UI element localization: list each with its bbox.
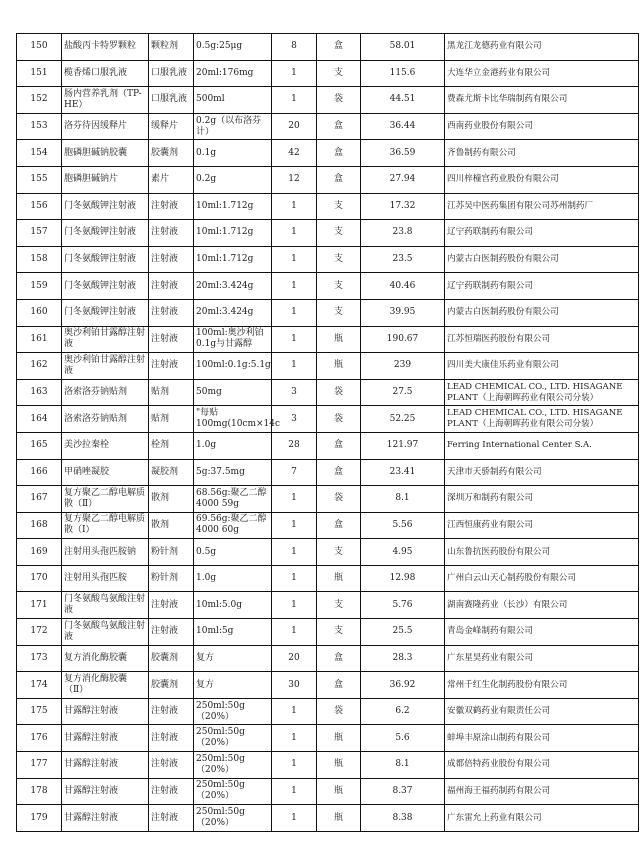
row-number-cell: 151 xyxy=(17,60,62,87)
manufacturer-cell: 山东鲁抗医药股份有限公司 xyxy=(445,539,639,566)
price-cell: 23.5 xyxy=(361,246,445,273)
quantity-cell: 3 xyxy=(272,406,317,433)
specification-cell: 10ml:1.712g xyxy=(194,246,272,273)
table-row xyxy=(17,379,639,406)
manufacturer-cell: 辽宁药联制药有限公司 xyxy=(445,220,639,247)
manufacturer-cell: 江西恒康药业有限公司 xyxy=(445,512,639,539)
row-number-cell: 162 xyxy=(17,353,62,380)
dosage-form-cell: 口服乳液 xyxy=(149,60,194,87)
table-row xyxy=(17,592,639,619)
drug-name-cell: 胞磷胆碱钠胶囊 xyxy=(62,140,149,167)
manufacturer-cell: 江苏恒瑞医药股份有限公司 xyxy=(445,326,639,353)
table-row xyxy=(17,246,639,273)
specification-cell: 250ml:50g（20%） xyxy=(194,805,272,832)
row-number-cell: 179 xyxy=(17,805,62,832)
specification-cell: 250ml:50g（20%） xyxy=(194,698,272,725)
specification-cell: 复方 xyxy=(194,672,272,699)
row-number-cell: 150 xyxy=(17,34,62,61)
drug-name-cell: 门冬氨酸钾注射液 xyxy=(62,193,149,220)
unit-cell: 盒 xyxy=(317,432,361,459)
table-row xyxy=(17,273,639,300)
table-row xyxy=(17,619,639,646)
quantity-cell: 20 xyxy=(272,645,317,672)
specification-cell: 10ml:5g xyxy=(194,619,272,646)
drug-name-cell: 奥沙利铂甘露醇注射液 xyxy=(62,326,149,353)
quantity-cell: 1 xyxy=(272,486,317,513)
manufacturer-cell: LEAD CHEMICAL CO., LTD. HISAGANE PLANT（上海朝晖药业有限公司分装） xyxy=(445,406,639,433)
quantity-cell: 1 xyxy=(272,220,317,247)
quantity-cell: 1 xyxy=(272,273,317,300)
unit-cell: 瓶 xyxy=(317,565,361,592)
table-row xyxy=(17,166,639,193)
dosage-form-cell: 散剂 xyxy=(149,486,194,513)
specification-cell: 250ml:50g（20%） xyxy=(194,752,272,779)
quantity-cell: 1 xyxy=(272,805,317,832)
drug-name-cell: 复方消化酶胶囊（Ⅱ） xyxy=(62,672,149,699)
price-cell: 121.97 xyxy=(361,432,445,459)
price-cell: 58.01 xyxy=(361,34,445,61)
unit-cell: 支 xyxy=(317,619,361,646)
quantity-cell: 7 xyxy=(272,459,317,486)
specification-cell: 1.0g xyxy=(194,565,272,592)
quantity-cell: 12 xyxy=(272,166,317,193)
unit-cell: 袋 xyxy=(317,379,361,406)
row-number-cell: 154 xyxy=(17,140,62,167)
manufacturer-cell: 西南药业股份有限公司 xyxy=(445,113,639,140)
specification-cell: 复方 xyxy=(194,645,272,672)
price-cell: 8.1 xyxy=(361,752,445,779)
specification-cell: 0.2g（以布洛芬计） xyxy=(194,113,272,140)
quantity-cell: 1 xyxy=(272,193,317,220)
specification-cell: 1.0g xyxy=(194,432,272,459)
table-row xyxy=(17,406,639,433)
manufacturer-cell: 天津市天骄制药有限公司 xyxy=(445,459,639,486)
dosage-form-cell: 粉针剂 xyxy=(149,539,194,566)
row-number-cell: 173 xyxy=(17,645,62,672)
unit-cell: 盒 xyxy=(317,459,361,486)
specification-cell: 250ml:50g（20%） xyxy=(194,778,272,805)
drug-name-cell: 榄香烯口服乳液 xyxy=(62,60,149,87)
unit-cell: 支 xyxy=(317,193,361,220)
manufacturer-cell: 广东雷允上药业有限公司 xyxy=(445,805,639,832)
table-row xyxy=(17,645,639,672)
quantity-cell: 1 xyxy=(272,512,317,539)
price-cell: 27.94 xyxy=(361,166,445,193)
drug-name-cell: 胞磷胆碱钠片 xyxy=(62,166,149,193)
drug-name-cell: 复方聚乙二醇电解质散（Ⅰ） xyxy=(62,512,149,539)
dosage-form-cell: 贴剂 xyxy=(149,406,194,433)
dosage-form-cell: 注射液 xyxy=(149,778,194,805)
unit-cell: 盒 xyxy=(317,140,361,167)
dosage-form-cell: 素片 xyxy=(149,166,194,193)
row-number-cell: 178 xyxy=(17,778,62,805)
price-cell: 39.95 xyxy=(361,299,445,326)
unit-cell: 支 xyxy=(317,592,361,619)
table-row xyxy=(17,752,639,779)
specification-cell: 5g:37.5mg xyxy=(194,459,272,486)
manufacturer-cell: 内蒙古白医制药股份有限公司 xyxy=(445,246,639,273)
table-row xyxy=(17,432,639,459)
drug-name-cell: 门冬氨酸钾注射液 xyxy=(62,246,149,273)
quantity-cell: 1 xyxy=(272,752,317,779)
unit-cell: 瓶 xyxy=(317,778,361,805)
price-cell: 52.25 xyxy=(361,406,445,433)
manufacturer-cell: 深圳万和制药有限公司 xyxy=(445,486,639,513)
drug-name-cell: 洛索洛芬钠贴剂 xyxy=(62,379,149,406)
price-cell: 8.1 xyxy=(361,486,445,513)
price-cell: 25.5 xyxy=(361,619,445,646)
quantity-cell: 1 xyxy=(272,592,317,619)
quantity-cell: 1 xyxy=(272,353,317,380)
row-number-cell: 163 xyxy=(17,379,62,406)
drug-name-cell: 门冬氨酸鸟氨酸注射液 xyxy=(62,592,149,619)
drug-name-cell: 肠内营养乳剂（TP-HE） xyxy=(62,87,149,114)
row-number-cell: 172 xyxy=(17,619,62,646)
price-cell: 190.67 xyxy=(361,326,445,353)
price-cell: 27.5 xyxy=(361,379,445,406)
row-number-cell: 155 xyxy=(17,166,62,193)
dosage-form-cell: 胶囊剂 xyxy=(149,645,194,672)
dosage-form-cell: 注射液 xyxy=(149,698,194,725)
row-number-cell: 156 xyxy=(17,193,62,220)
price-cell: 5.56 xyxy=(361,512,445,539)
unit-cell: 袋 xyxy=(317,87,361,114)
row-number-cell: 164 xyxy=(17,406,62,433)
row-number-cell: 167 xyxy=(17,486,62,513)
specification-cell: 20ml:3.424g xyxy=(194,299,272,326)
dosage-form-cell: 贴剂 xyxy=(149,379,194,406)
quantity-cell: 28 xyxy=(272,432,317,459)
specification-cell: 69.56g:聚乙二醇4000 60g xyxy=(194,512,272,539)
manufacturer-cell: 常州千红生化制药股份有限公司 xyxy=(445,672,639,699)
unit-cell: 袋 xyxy=(317,698,361,725)
drug-name-cell: 洛芬待因缓释片 xyxy=(62,113,149,140)
dosage-form-cell: 注射液 xyxy=(149,725,194,752)
dosage-form-cell: 注射液 xyxy=(149,619,194,646)
manufacturer-cell: 青岛金峰制药有限公司 xyxy=(445,619,639,646)
dosage-form-cell: 栓剂 xyxy=(149,432,194,459)
unit-cell: 盒 xyxy=(317,34,361,61)
specification-cell: 0.1g xyxy=(194,140,272,167)
dosage-form-cell: 胶囊剂 xyxy=(149,672,194,699)
unit-cell: 盒 xyxy=(317,672,361,699)
manufacturer-cell: 四川梓橦宫药业股份有限公司 xyxy=(445,166,639,193)
manufacturer-cell: 齐鲁制药有限公司 xyxy=(445,140,639,167)
drug-name-cell: 注射用头孢匹胺 xyxy=(62,565,149,592)
quantity-cell: 3 xyxy=(272,379,317,406)
row-number-cell: 157 xyxy=(17,220,62,247)
specification-cell: 100ml:0.1g:5.1g xyxy=(194,353,272,380)
drug-name-cell: 奥沙利铂甘露醇注射液 xyxy=(62,353,149,380)
price-cell: 44.51 xyxy=(361,87,445,114)
drug-name-cell: 洛索洛芬钠贴剂 xyxy=(62,406,149,433)
price-cell: 23.41 xyxy=(361,459,445,486)
drug-name-cell: 美沙拉秦栓 xyxy=(62,432,149,459)
specification-cell: 0.5g:25μg xyxy=(194,34,272,61)
manufacturer-cell: 江苏吴中医药集团有限公司苏州制药厂 xyxy=(445,193,639,220)
specification-cell: 68.56g:聚乙二醇4000 59g xyxy=(194,486,272,513)
price-cell: 5.76 xyxy=(361,592,445,619)
drug-name-cell: 门冬氨酸鸟氨酸注射液 xyxy=(62,619,149,646)
row-number-cell: 161 xyxy=(17,326,62,353)
table-row xyxy=(17,326,639,353)
dosage-form-cell: 注射液 xyxy=(149,299,194,326)
row-number-cell: 168 xyxy=(17,512,62,539)
manufacturer-cell: 福州海王福药制药有限公司 xyxy=(445,778,639,805)
row-number-cell: 160 xyxy=(17,299,62,326)
unit-cell: 盒 xyxy=(317,512,361,539)
price-cell: 239 xyxy=(361,353,445,380)
quantity-cell: 1 xyxy=(272,565,317,592)
specification-cell: 100ml:奥沙利铂0.1g与甘露醇 xyxy=(194,326,272,353)
unit-cell: 支 xyxy=(317,299,361,326)
price-cell: 115.6 xyxy=(361,60,445,87)
manufacturer-cell: 广州白云山天心制药股份有限公司 xyxy=(445,565,639,592)
drug-name-cell: 甘露醇注射液 xyxy=(62,805,149,832)
table-row xyxy=(17,565,639,592)
unit-cell: 袋 xyxy=(317,406,361,433)
table-row xyxy=(17,698,639,725)
row-number-cell: 177 xyxy=(17,752,62,779)
table-row xyxy=(17,486,639,513)
table-row xyxy=(17,512,639,539)
quantity-cell: 1 xyxy=(272,778,317,805)
dosage-form-cell: 口服乳液 xyxy=(149,87,194,114)
quantity-cell: 20 xyxy=(272,113,317,140)
drug-price-table xyxy=(16,33,639,832)
row-number-cell: 176 xyxy=(17,725,62,752)
specification-cell: 500ml xyxy=(194,87,272,114)
quantity-cell: 1 xyxy=(272,87,317,114)
dosage-form-cell: 凝胶剂 xyxy=(149,459,194,486)
drug-name-cell: 门冬氨酸钾注射液 xyxy=(62,299,149,326)
table-row xyxy=(17,353,639,380)
unit-cell: 盒 xyxy=(317,113,361,140)
row-number-cell: 174 xyxy=(17,672,62,699)
price-cell: 36.44 xyxy=(361,113,445,140)
specification-cell: 50mg xyxy=(194,379,272,406)
unit-cell: 支 xyxy=(317,60,361,87)
table-row xyxy=(17,220,639,247)
table-row xyxy=(17,87,639,114)
price-cell: 8.37 xyxy=(361,778,445,805)
row-number-cell: 153 xyxy=(17,113,62,140)
price-cell: 40.46 xyxy=(361,273,445,300)
drug-name-cell: 甘露醇注射液 xyxy=(62,778,149,805)
table-row xyxy=(17,193,639,220)
row-number-cell: 171 xyxy=(17,592,62,619)
dosage-form-cell: 注射液 xyxy=(149,353,194,380)
specification-cell: 250ml:50g（20%） xyxy=(194,725,272,752)
manufacturer-cell: 四川美大康佳乐药业有限公司 xyxy=(445,353,639,380)
specification-cell: 0.2g xyxy=(194,166,272,193)
table-row xyxy=(17,459,639,486)
row-number-cell: 159 xyxy=(17,273,62,300)
table-row xyxy=(17,140,639,167)
unit-cell: 瓶 xyxy=(317,326,361,353)
drug-name-cell: 复方消化酶胶囊 xyxy=(62,645,149,672)
dosage-form-cell: 胶囊剂 xyxy=(149,140,194,167)
quantity-cell: 1 xyxy=(272,539,317,566)
quantity-cell: 1 xyxy=(272,619,317,646)
unit-cell: 瓶 xyxy=(317,725,361,752)
manufacturer-cell: 费森尤斯卡比华瑞制药有限公司 xyxy=(445,87,639,114)
drug-name-cell: 门冬氨酸钾注射液 xyxy=(62,273,149,300)
quantity-cell: 1 xyxy=(272,299,317,326)
row-number-cell: 166 xyxy=(17,459,62,486)
quantity-cell: 8 xyxy=(272,34,317,61)
dosage-form-cell: 注射液 xyxy=(149,193,194,220)
quantity-cell: 30 xyxy=(272,672,317,699)
quantity-cell: 1 xyxy=(272,725,317,752)
row-number-cell: 169 xyxy=(17,539,62,566)
unit-cell: 瓶 xyxy=(317,805,361,832)
unit-cell: 瓶 xyxy=(317,353,361,380)
table-row xyxy=(17,113,639,140)
specification-cell: "每贴100mg(10cm×14c xyxy=(194,406,272,433)
table-row xyxy=(17,725,639,752)
row-number-cell: 175 xyxy=(17,698,62,725)
table-row xyxy=(17,34,639,61)
dosage-form-cell: 散剂 xyxy=(149,512,194,539)
drug-name-cell: 盐酸丙卡特罗颗粒 xyxy=(62,34,149,61)
dosage-form-cell: 注射液 xyxy=(149,273,194,300)
drug-name-cell: 甘露醇注射液 xyxy=(62,752,149,779)
dosage-form-cell: 颗粒剂 xyxy=(149,34,194,61)
manufacturer-cell: 黑龙江龙德药业有限公司 xyxy=(445,34,639,61)
quantity-cell: 1 xyxy=(272,246,317,273)
table-row xyxy=(17,805,639,832)
drug-name-cell: 甘露醇注射液 xyxy=(62,725,149,752)
table-row xyxy=(17,539,639,566)
quantity-cell: 1 xyxy=(272,326,317,353)
dosage-form-cell: 缓释片 xyxy=(149,113,194,140)
price-cell: 28.3 xyxy=(361,645,445,672)
manufacturer-cell: 广东星昊药业有限公司 xyxy=(445,645,639,672)
table-row xyxy=(17,672,639,699)
dosage-form-cell: 注射液 xyxy=(149,246,194,273)
manufacturer-cell: 安徽双鹤药业有限责任公司 xyxy=(445,698,639,725)
dosage-form-cell: 注射液 xyxy=(149,805,194,832)
manufacturer-cell: 大连华立金港药业有限公司 xyxy=(445,60,639,87)
dosage-form-cell: 注射液 xyxy=(149,326,194,353)
row-number-cell: 152 xyxy=(17,87,62,114)
dosage-form-cell: 粉针剂 xyxy=(149,565,194,592)
manufacturer-cell: 内蒙古白医制药股份有限公司 xyxy=(445,299,639,326)
manufacturer-cell: 蚌埠丰原涂山制药有限公司 xyxy=(445,725,639,752)
quantity-cell: 42 xyxy=(272,140,317,167)
price-cell: 6.2 xyxy=(361,698,445,725)
table-body xyxy=(17,34,639,832)
drug-name-cell: 注射用头孢匹胺钠 xyxy=(62,539,149,566)
manufacturer-cell: 辽宁药联制药有限公司 xyxy=(445,273,639,300)
specification-cell: 20ml:3.424g xyxy=(194,273,272,300)
price-cell: 8.38 xyxy=(361,805,445,832)
price-cell: 12.98 xyxy=(361,565,445,592)
unit-cell: 盒 xyxy=(317,645,361,672)
row-number-cell: 170 xyxy=(17,565,62,592)
price-cell: 36.92 xyxy=(361,672,445,699)
unit-cell: 支 xyxy=(317,220,361,247)
unit-cell: 支 xyxy=(317,246,361,273)
manufacturer-cell: 湖南赛隆药业（长沙）有限公司 xyxy=(445,592,639,619)
price-cell: 5.6 xyxy=(361,725,445,752)
unit-cell: 盒 xyxy=(317,166,361,193)
manufacturer-cell: Ferring International Center S.A. xyxy=(445,432,639,459)
row-number-cell: 165 xyxy=(17,432,62,459)
dosage-form-cell: 注射液 xyxy=(149,220,194,247)
unit-cell: 支 xyxy=(317,539,361,566)
quantity-cell: 1 xyxy=(272,60,317,87)
table-row xyxy=(17,778,639,805)
table-row xyxy=(17,299,639,326)
dosage-form-cell: 注射液 xyxy=(149,752,194,779)
unit-cell: 支 xyxy=(317,273,361,300)
price-cell: 36.59 xyxy=(361,140,445,167)
specification-cell: 10ml:5.0g xyxy=(194,592,272,619)
drug-name-cell: 门冬氨酸钾注射液 xyxy=(62,220,149,247)
dosage-form-cell: 注射液 xyxy=(149,592,194,619)
drug-name-cell: 甘露醇注射液 xyxy=(62,698,149,725)
price-cell: 23.8 xyxy=(361,220,445,247)
table-row xyxy=(17,60,639,87)
specification-cell: 0.5g xyxy=(194,539,272,566)
specification-cell: 20ml:176mg xyxy=(194,60,272,87)
row-number-cell: 158 xyxy=(17,246,62,273)
price-cell: 17.32 xyxy=(361,193,445,220)
manufacturer-cell: LEAD CHEMICAL CO., LTD. HISAGANE PLANT（上海朝晖药业有限公司分装） xyxy=(445,379,639,406)
drug-name-cell: 复方聚乙二醇电解质散（Ⅱ） xyxy=(62,486,149,513)
unit-cell: 袋 xyxy=(317,486,361,513)
specification-cell: 10ml:1.712g xyxy=(194,193,272,220)
quantity-cell: 1 xyxy=(272,698,317,725)
manufacturer-cell: 成都倍特药业股份有限公司 xyxy=(445,752,639,779)
price-cell: 4.95 xyxy=(361,539,445,566)
drug-name-cell: 甲硝唑凝胶 xyxy=(62,459,149,486)
unit-cell: 瓶 xyxy=(317,752,361,779)
specification-cell: 10ml:1.712g xyxy=(194,220,272,247)
